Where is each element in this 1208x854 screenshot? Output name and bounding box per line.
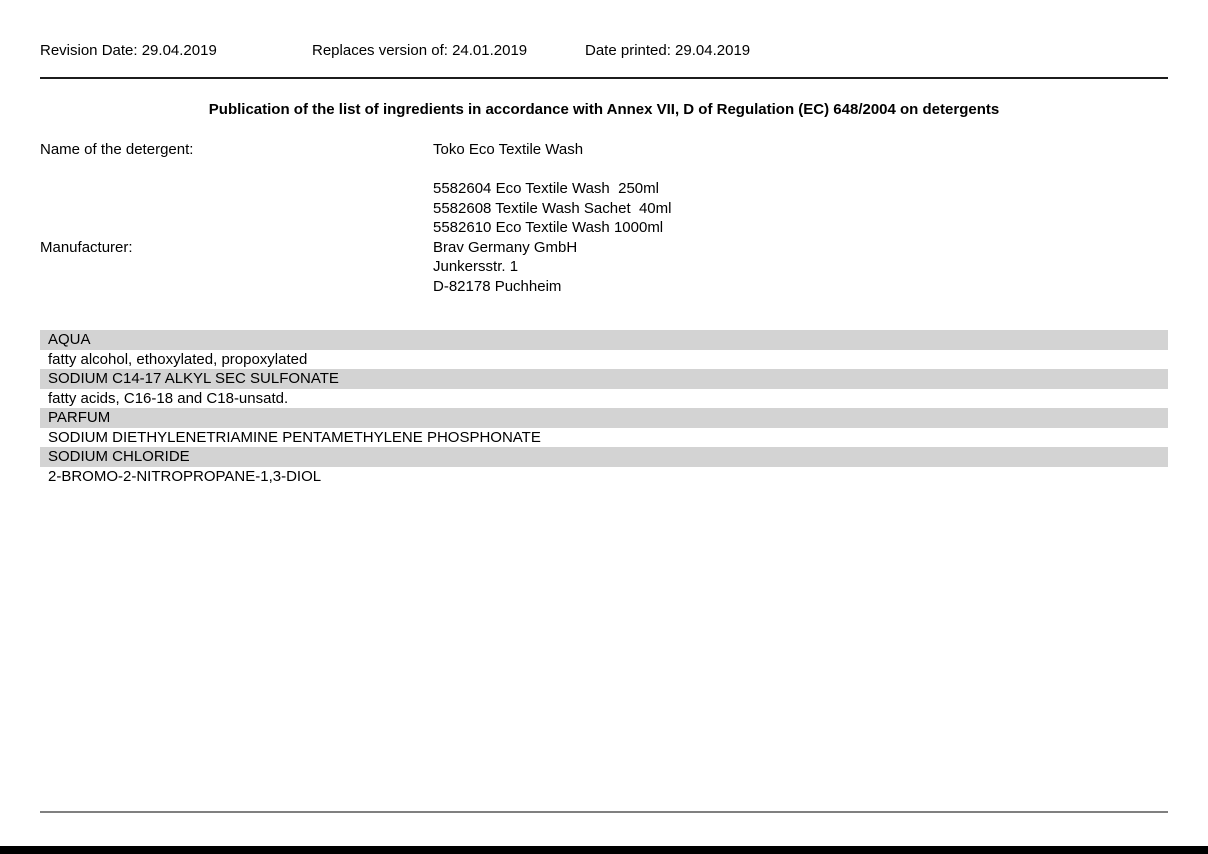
info-value: Junkersstr. 1 [433,258,519,275]
info-label [40,257,433,277]
bottom-divider [40,811,1168,813]
ingredient-row: 2-BROMO-2-NITROPROPANE-1,3-DIOL [48,467,322,485]
info-label: Name of the detergent: [40,141,194,158]
ingredient-row: SODIUM C14-17 ALKYL SEC SULFONATE [40,369,1168,389]
info-value: Toko Eco Textile Wash [433,141,584,158]
ingredient-row: AQUA [40,330,1168,350]
info-value: Brav Germany GmbH [433,238,578,256]
info-label [40,179,433,199]
ingredients-list [40,330,1168,486]
bottom-page-bar [0,846,1208,854]
info-value: 5582604 Eco Textile Wash 250ml [433,180,659,197]
info-label: Manufacturer: [40,238,133,256]
info-line [40,140,1168,160]
info-label [40,199,433,219]
replaces-version-text: Replaces version of: 24.01.2019 [312,42,528,59]
date-printed-text: Date printed: 29.04.2019 [585,42,751,59]
info-value: 5582610 Eco Textile Wash 1000ml [433,219,664,236]
revision-date-text: Revision Date: 29.04.2019 [40,42,217,59]
info-value: D-82178 Puchheim [433,277,562,295]
info-label [40,277,433,297]
info-line [40,277,1168,297]
ingredient-row: fatty alcohol, ethoxylated, propoxylated [48,350,308,368]
ingredient-row: PARFUM [40,408,1168,428]
info-line [40,179,1168,199]
info-label [40,160,433,180]
detergent-info-block [40,140,1168,296]
info-line [40,238,1168,258]
ingredient-row: SODIUM CHLORIDE [40,447,1168,467]
top-divider [40,77,1168,79]
info-line [40,257,1168,277]
info-label [40,218,433,238]
document-title: Publication of the list of ingredients in accordance with Annex VII, D of Regulation (EC) 648/2004 on detergents [208,101,1000,118]
info-value: 5582608 Textile Wash Sachet 40ml [433,199,672,217]
info-line [40,218,1168,238]
ingredient-row: SODIUM DIETHYLENETRIAMINE PENTAMETHYLENE PHOSPHONATE [48,428,541,446]
info-line [40,160,1168,180]
ingredient-row: fatty acids, C16-18 and C18-unsatd. [48,389,289,407]
info-line [40,199,1168,219]
